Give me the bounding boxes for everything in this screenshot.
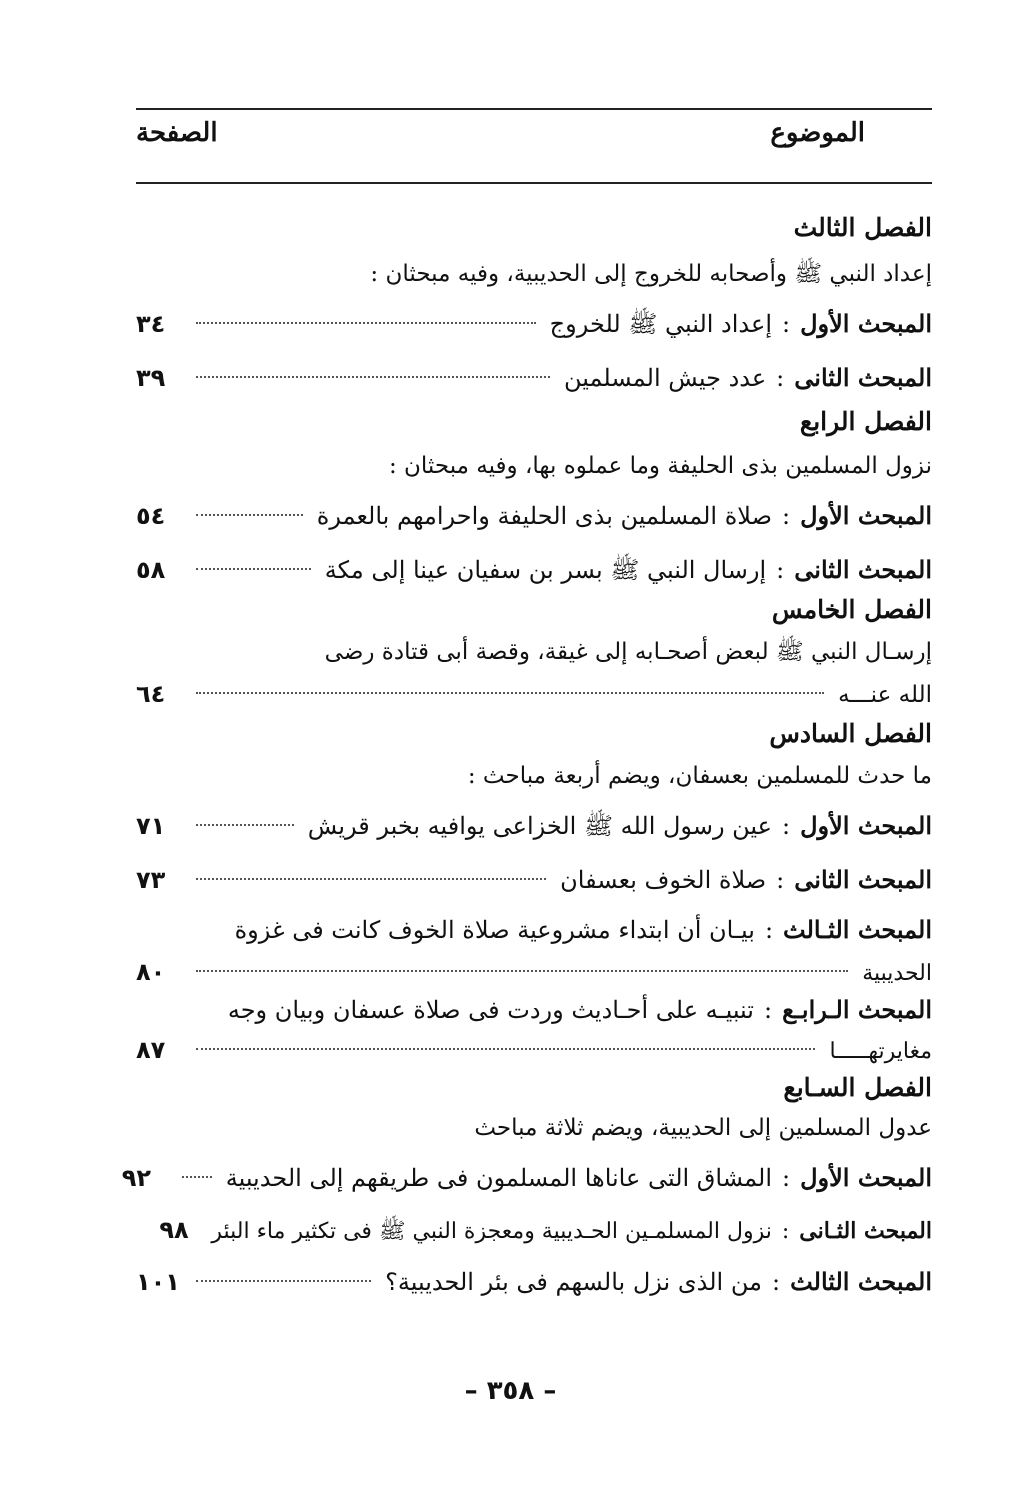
section-label: المبحث الثالث [790,1267,932,1296]
chapter-3-title: الفصل الثالث [793,213,932,242]
leader-dots [196,692,824,694]
chapter-3-intro: إعداد النبي ﷺ وأصحابه للخروج إلى الحديبية، وفيه مبحثان : [370,261,932,287]
page-number: ٥٤ [136,502,166,530]
page-number: ٧١ [136,812,166,840]
top-rule [136,108,932,110]
page-number: ٩٨ [159,1216,189,1244]
leader-dots [196,322,536,324]
page-number: ٨٧ [136,1036,166,1064]
chapter-6-title: الفصل السادس [769,719,932,748]
section-label: المبحث الثـالث [783,915,932,944]
page-number: ٩٢ [121,1164,151,1192]
section-title: صلاة الخوف بعسفان [560,866,767,894]
toc-row[interactable]: المبحث الثانى : إرسال النبي ﷺ بسر بن سفيان عينا إلى مكة ٥٨ [136,550,932,590]
toc-row[interactable]: المبحث الأول : المشاق التى عاناها المسلمون فى طريقهم إلى الحديبية ٩٢ [136,1158,932,1198]
section-label: المبحث الثـانى [799,1218,932,1244]
page-number: ٨٠ [136,958,166,986]
page-number: ٥٨ [136,556,166,584]
section-label: المبحث الثانى [794,555,932,584]
leader-dots [196,1048,815,1050]
section-title: بيـان أن ابتداء مشروعية صلاة الخوف كانت فى غزوة [234,916,755,944]
section-title: صلاة المسلمين بذى الحليفة واحرامهم بالعمرة [316,502,772,530]
leader-dots [196,970,848,972]
section-title: المشاق التى عاناها المسلمون فى طريقهم إلى الحديبية [225,1164,772,1192]
toc-row[interactable]: المبحث الثانى : صلاة الخوف بعسفان ٧٣ [136,860,932,900]
section-title: عين رسول الله ﷺ الخزاعى يوافيه بخبر قريش [307,812,772,840]
chapter-5-intro-line1: إرسـال النبي ﷺ لبعض أصحـابه إلى غيقة، وقصة أبى قتادة رضى [324,639,932,665]
leader-dots [196,1280,371,1282]
toc-row[interactable]: المبحث الثالث : من الذى نزل بالسهم فى بئر الحديبية؟ ١٠١ [136,1262,932,1302]
page-number: ٦٤ [136,680,166,708]
header-rule [136,182,932,184]
section-label: المبحث الثانى [794,865,932,894]
toc-row[interactable]: المبحث الأول : إعداد النبي ﷺ للخروج ٣٤ [136,304,932,344]
section-title: تنبيـه على أحـاديث وردت فى صلاة عسفان وبيان وجه [227,996,754,1024]
toc-row[interactable]: المبحث الثـانى : نزول المسلمـين الحـديبية ومعجزة النبي ﷺ فى تكثير ماء البئر ٩٨ [136,1210,932,1252]
toc-row-continuation[interactable] [136,1030,1021,1072]
section-label: المبحث الأول [800,1163,932,1192]
page-number: ٧٣ [136,866,166,894]
page-number: ٣٤ [136,310,166,338]
section-title: عدد جيش المسلمين [564,364,767,392]
chapter-4-title: الفصل الرابع [799,407,932,436]
leader-dots [196,824,294,826]
section-title-cont: الحديبية [862,961,932,986]
section-title: من الذى نزل بالسهم فى بئر الحديبية؟ [385,1268,762,1296]
section-title: إعداد النبي ﷺ للخروج [549,310,772,338]
leader-dots [196,376,550,378]
chapter-7-title: الفصل السـابع [783,1073,932,1102]
toc-row[interactable]: المبحث الأول : صلاة المسلمين بذى الحليفة واحرامهم بالعمرة ٥٤ [136,496,932,536]
toc-row[interactable]: المبحث الـرابـع : تنبيـه على أحـاديث وردت فى صلاة عسفان وبيان وجه [136,990,932,1030]
page-column-header: الصفحة [136,118,218,148]
page-footer-number: – ٣٥٨ – [464,1376,557,1406]
leader-dots [196,568,311,570]
leader-dots [196,514,303,516]
toc-row[interactable]: المبحث الثـالث : بيـان أن ابتداء مشروعية صلاة الخوف كانت فى غزوة [136,910,932,950]
section-label: المبحث الأول [800,811,932,840]
chapter-7-intro: عدول المسلمين إلى الحديبية، ويضم ثلاثة مباحث [474,1115,932,1141]
section-title-cont: مغايرتهـــــا [829,1039,932,1064]
section-title: إرسال النبي ﷺ بسر بن سفيان عينا إلى مكة [324,556,767,584]
chapter-6-intro: ما حدث للمسلمين بعسفان، ويضم أربعة مباحث : [467,763,932,789]
toc-row[interactable]: المبحث الثانى : عدد جيش المسلمين ٣٩ [136,358,932,398]
page-number: ٣٩ [136,364,166,392]
section-title: نزول المسلمـين الحـديبية ومعجزة النبي ﷺ فى تكثير ماء البئر [211,1219,772,1244]
toc-row[interactable]: المبحث الأول : عين رسول الله ﷺ الخزاعى يوافيه بخبر قريش ٧١ [136,806,932,846]
toc-row-continuation[interactable] [136,952,1021,994]
section-label: المبحث الـرابـع [782,995,932,1024]
leader-dots [196,878,546,880]
chapter-5-title: الفصل الخامس [771,595,932,624]
section-label: المبحث الأول [800,309,932,338]
topic-column-header: الموضوع [770,118,865,148]
toc-row[interactable] [136,674,994,715]
chapter-5-intro-line2: الله عنـــه [838,682,932,708]
section-label: المبحث الأول [800,501,932,530]
chapter-4-intro: نزول المسلمين بذى الحليفة وما عملوه بها، وفيه مبحثان : [388,453,932,479]
section-label: المبحث الثانى [794,363,932,392]
leader-dots [182,1176,212,1178]
page-number: ١٠١ [136,1268,180,1296]
